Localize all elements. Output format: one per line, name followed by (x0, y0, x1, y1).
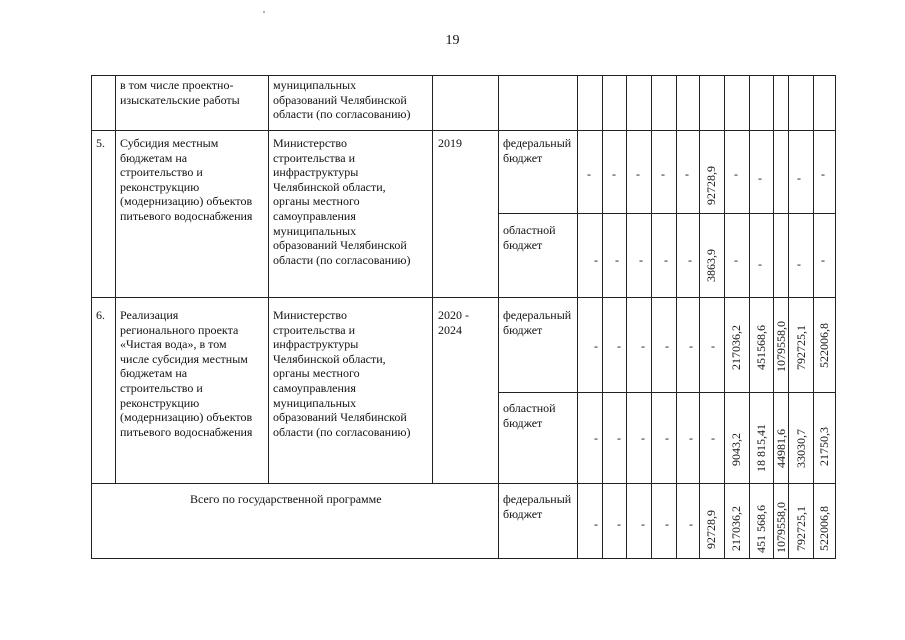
row5-fed-value: - (685, 167, 689, 181)
total-fed-value: - (689, 517, 693, 531)
page-number: 19 (445, 33, 460, 48)
total-fed-value: - (594, 517, 598, 531)
top-row-name: в том числе проектно- изыскательские работы (120, 78, 240, 107)
table-line (577, 75, 578, 559)
row5-fed-value: - (758, 171, 762, 185)
table-line (699, 75, 700, 559)
row5-number: 5. (96, 136, 105, 150)
table-line (724, 75, 725, 559)
table-line (773, 75, 774, 559)
row6-fed-value: - (641, 339, 645, 353)
table-line (651, 75, 652, 559)
row6-years: 2020 - 2024 (438, 308, 469, 337)
row6-number: 6. (96, 308, 105, 322)
row6-reg-value: - (689, 431, 693, 445)
total-fed-value: - (617, 517, 621, 531)
table-line (498, 213, 835, 214)
row6-reg-value: - (594, 431, 598, 445)
table-line (676, 75, 677, 559)
row6-source-federal: федеральный бюджет (503, 308, 572, 337)
row6-reg-value: - (617, 431, 621, 445)
row5-fed-value: - (821, 167, 825, 181)
table-line (498, 75, 499, 559)
table-line (498, 392, 835, 393)
table-line (91, 75, 92, 559)
table-line (602, 75, 603, 559)
row5-reg-value: - (734, 253, 738, 267)
table-line (788, 75, 789, 559)
scan-speck (263, 11, 265, 13)
table-line (835, 75, 836, 559)
row6-source-regional: областной бюджет (503, 401, 556, 430)
row5-reg-value: - (615, 253, 619, 267)
row6-reg-value: - (711, 431, 715, 445)
total-label: Всего по государственной программе (190, 492, 382, 506)
row5-reg-value: - (594, 253, 598, 267)
row5-reg-value: - (639, 253, 643, 267)
row5-fed-value: - (587, 167, 591, 181)
table-line (626, 75, 627, 559)
table-line (813, 75, 814, 559)
row6-fed-value: - (665, 339, 669, 353)
row6-fed-value: - (594, 339, 598, 353)
row5-reg-value: - (758, 257, 762, 271)
row5-reg-value: - (797, 257, 801, 271)
row5-fed-value: - (797, 171, 801, 185)
table-line (268, 75, 269, 484)
row5-fed-value: - (661, 167, 665, 181)
row5-fed-value: - (612, 167, 616, 181)
row5-fed-value: - (734, 167, 738, 181)
row6-reg-value: - (641, 431, 645, 445)
row6-fed-value: - (711, 339, 715, 353)
table-line (432, 75, 433, 484)
row5-years: 2019 (438, 136, 462, 150)
row6-executor: Министерство строительства и инфраструктуры Челябинской области, органы местного самоуправления муниципальных образований Челябинской области (по согласованию) (273, 308, 411, 439)
row5-source-federal: федеральный бюджет (503, 136, 572, 165)
top-row-executor: муниципальных образований Челябинской области (по согласованию) (273, 78, 411, 122)
total-source-federal: федеральный бюджет (503, 492, 572, 521)
row5-reg-value: - (664, 253, 668, 267)
row5-fed-value: - (636, 167, 640, 181)
total-fed-value: - (641, 517, 645, 531)
row6-reg-value: - (665, 431, 669, 445)
table-line (749, 75, 750, 559)
total-fed-value: - (665, 517, 669, 531)
row6-fed-value: - (617, 339, 621, 353)
row5-source-regional: областной бюджет (503, 223, 556, 252)
table-line (115, 75, 116, 484)
row5-name: Субсидия местным бюджетам на строительство и реконструкцию (модернизацию) объектов питьевого водоснабжения (120, 136, 253, 223)
row6-name: Реализация регионального проекта «Чистая вода», в том числе субсидия местным бюджетам на строительство и реконструкцию (модернизацию) объектов питьевого водоснабжения (120, 308, 253, 439)
row6-fed-value: - (689, 339, 693, 353)
row5-reg-value: - (688, 253, 692, 267)
row5-executor: Министерство строительства и инфраструктуры Челябинской области, органы местного самоуправления муниципальных образований Челябинской области (по согласованию) (273, 136, 411, 267)
row5-reg-value: - (821, 253, 825, 267)
